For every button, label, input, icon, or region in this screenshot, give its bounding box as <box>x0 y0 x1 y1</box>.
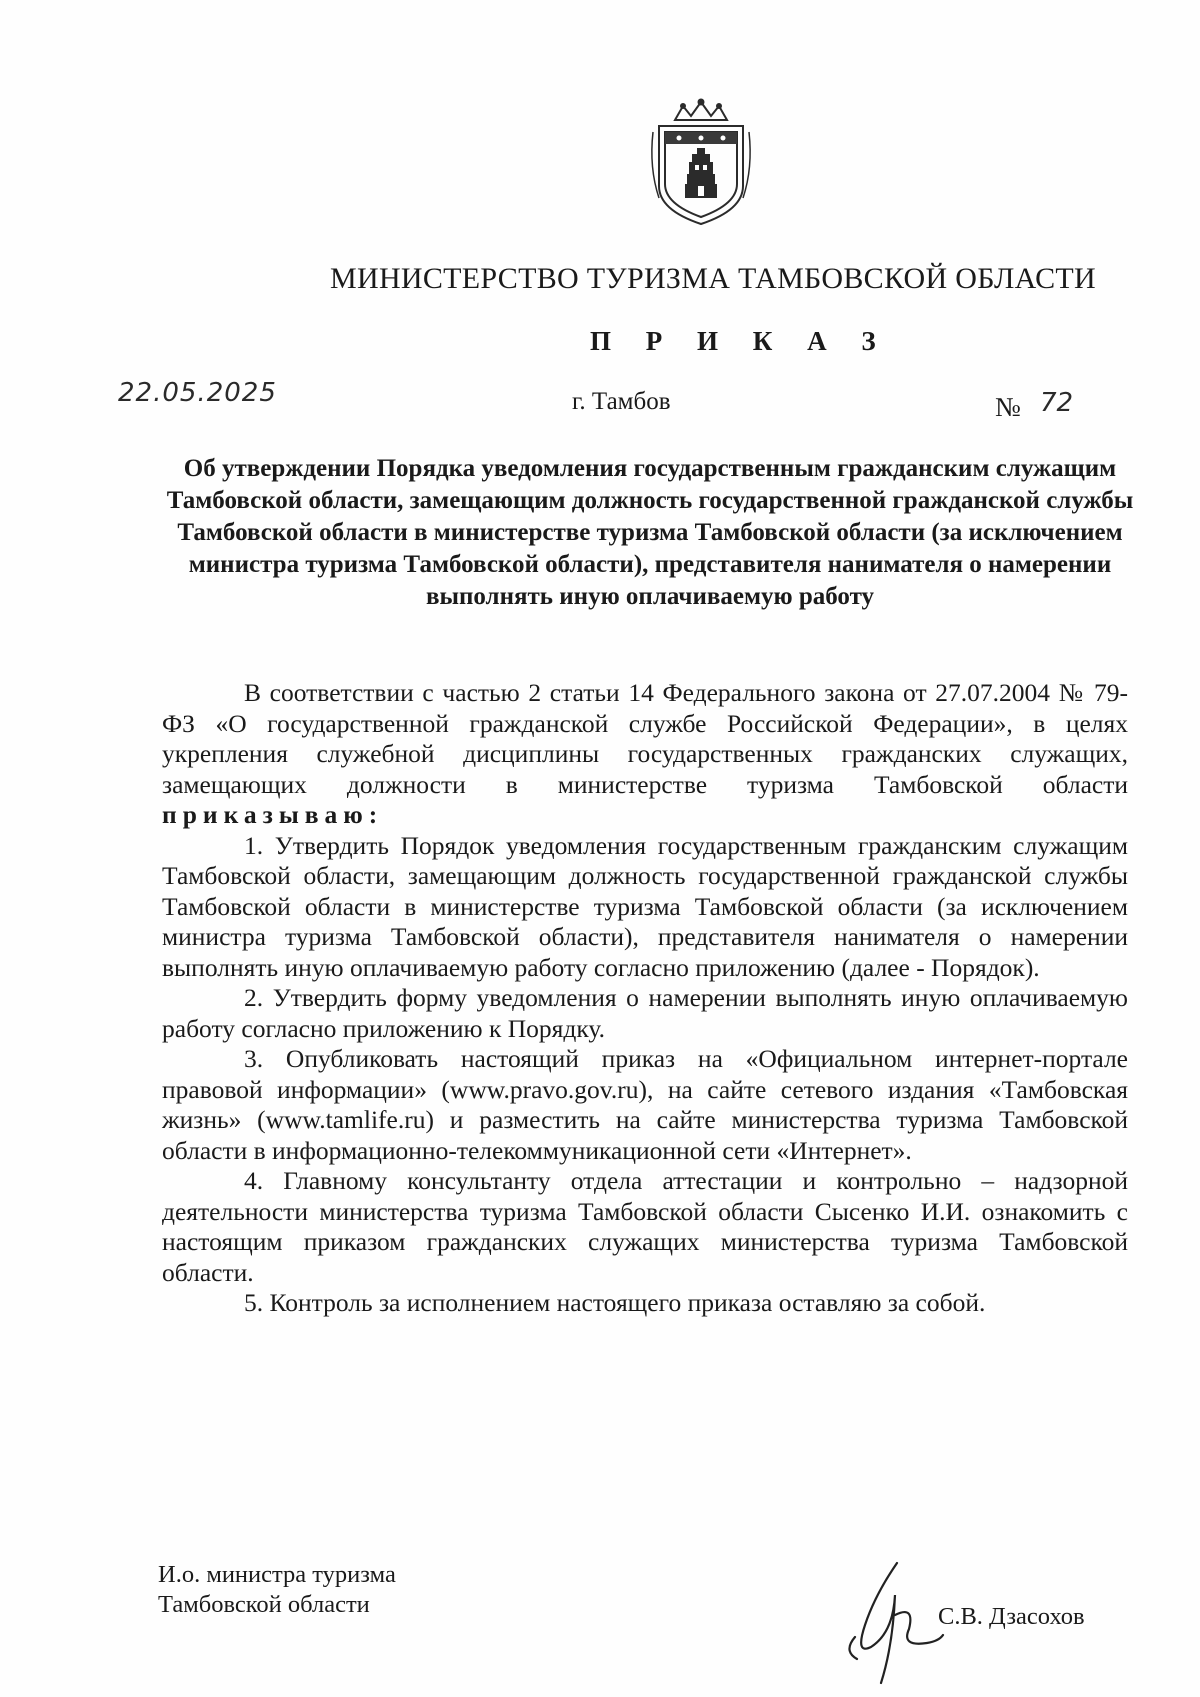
signatory-position <box>158 1560 396 1620</box>
document-type: П Р И К А З <box>590 326 890 356</box>
order-heading: Об утверждении Порядка уведомления государственным гражданским служащим Тамбовской области, замещающим должность государственной гражданской службы Тамбовской области в министерстве туризма Тамбовской области (за исключением министра туризма Тамбовской области), представителя нанимателя о намерении выполнять иную оплачиваемую работу <box>166 455 1134 610</box>
order-item-5: 5. Контроль за исполнением настоящего приказа оставляю за собой. <box>244 1288 986 1317</box>
order-number-label: № <box>995 392 1021 422</box>
order-number: 72 <box>1040 388 1074 418</box>
signatory-name: С.В. Дзасохов <box>938 1603 1085 1630</box>
order-date: 22.05.2025 <box>118 378 277 408</box>
signatory-position-line-2: Тамбовской области <box>158 1591 370 1618</box>
preamble-text: В соответствии с частью 2 статьи 14 Федерального закона от 27.07.2004 № 79-ФЗ «О государственной гражданской службе Российской Федерации», в целях укрепления служебной дисциплины государственных гражданских служащих, замещающих должности в министерстве туризма Тамбовской области <box>162 678 1128 799</box>
signatory-position-line-1: И.о. министра туризма <box>158 1561 396 1588</box>
ministry-name: МИНИСТЕРСТВО ТУРИЗМА ТАМБОВСКОЙ ОБЛАСТИ <box>330 262 1097 295</box>
order-word: приказываю: <box>162 800 384 829</box>
preamble-paragraph <box>162 678 1128 831</box>
order-item-3: 3. Опубликовать настоящий приказ на «Официальном интернет-портале правовой информации» (www.pravo.gov.ru), на сайте сетевого издания «Тамбовская жизнь» (www.tamlife.ru) и разместить на сайте министерства туризма Тамбовской области в информационно-телекоммуникационной сети «Интернет». <box>162 1044 1128 1165</box>
handwritten-signature <box>835 1555 945 1697</box>
order-city: г. Тамбов <box>572 388 671 415</box>
coat-of-arms-emblem <box>645 98 757 228</box>
order-item-2: 2. Утвердить форму уведомления о намерении выполнять иную оплачиваемую работу согласно приложению к Порядку. <box>162 983 1128 1043</box>
order-body <box>162 678 1128 1319</box>
order-item-4: 4. Главному консультанту отдела аттестации и контрольно – надзорной деятельности министерства туризма Тамбовской области Сысенко И.И. ознакомить с настоящим приказом гражданских служащих министерства туризма Тамбовской области. <box>162 1166 1128 1287</box>
order-item-1: 1. Утвердить Порядок уведомления государственным гражданским служащим Тамбовской области, замещающим должность государственной гражданской службы Тамбовской области в министерстве туризма Тамбовской области (за исключением министра туризма Тамбовской области), представителя нанимателя о намерении выполнять иную оплачиваемую работу согласно приложению (далее - Порядок). <box>162 830 1128 982</box>
